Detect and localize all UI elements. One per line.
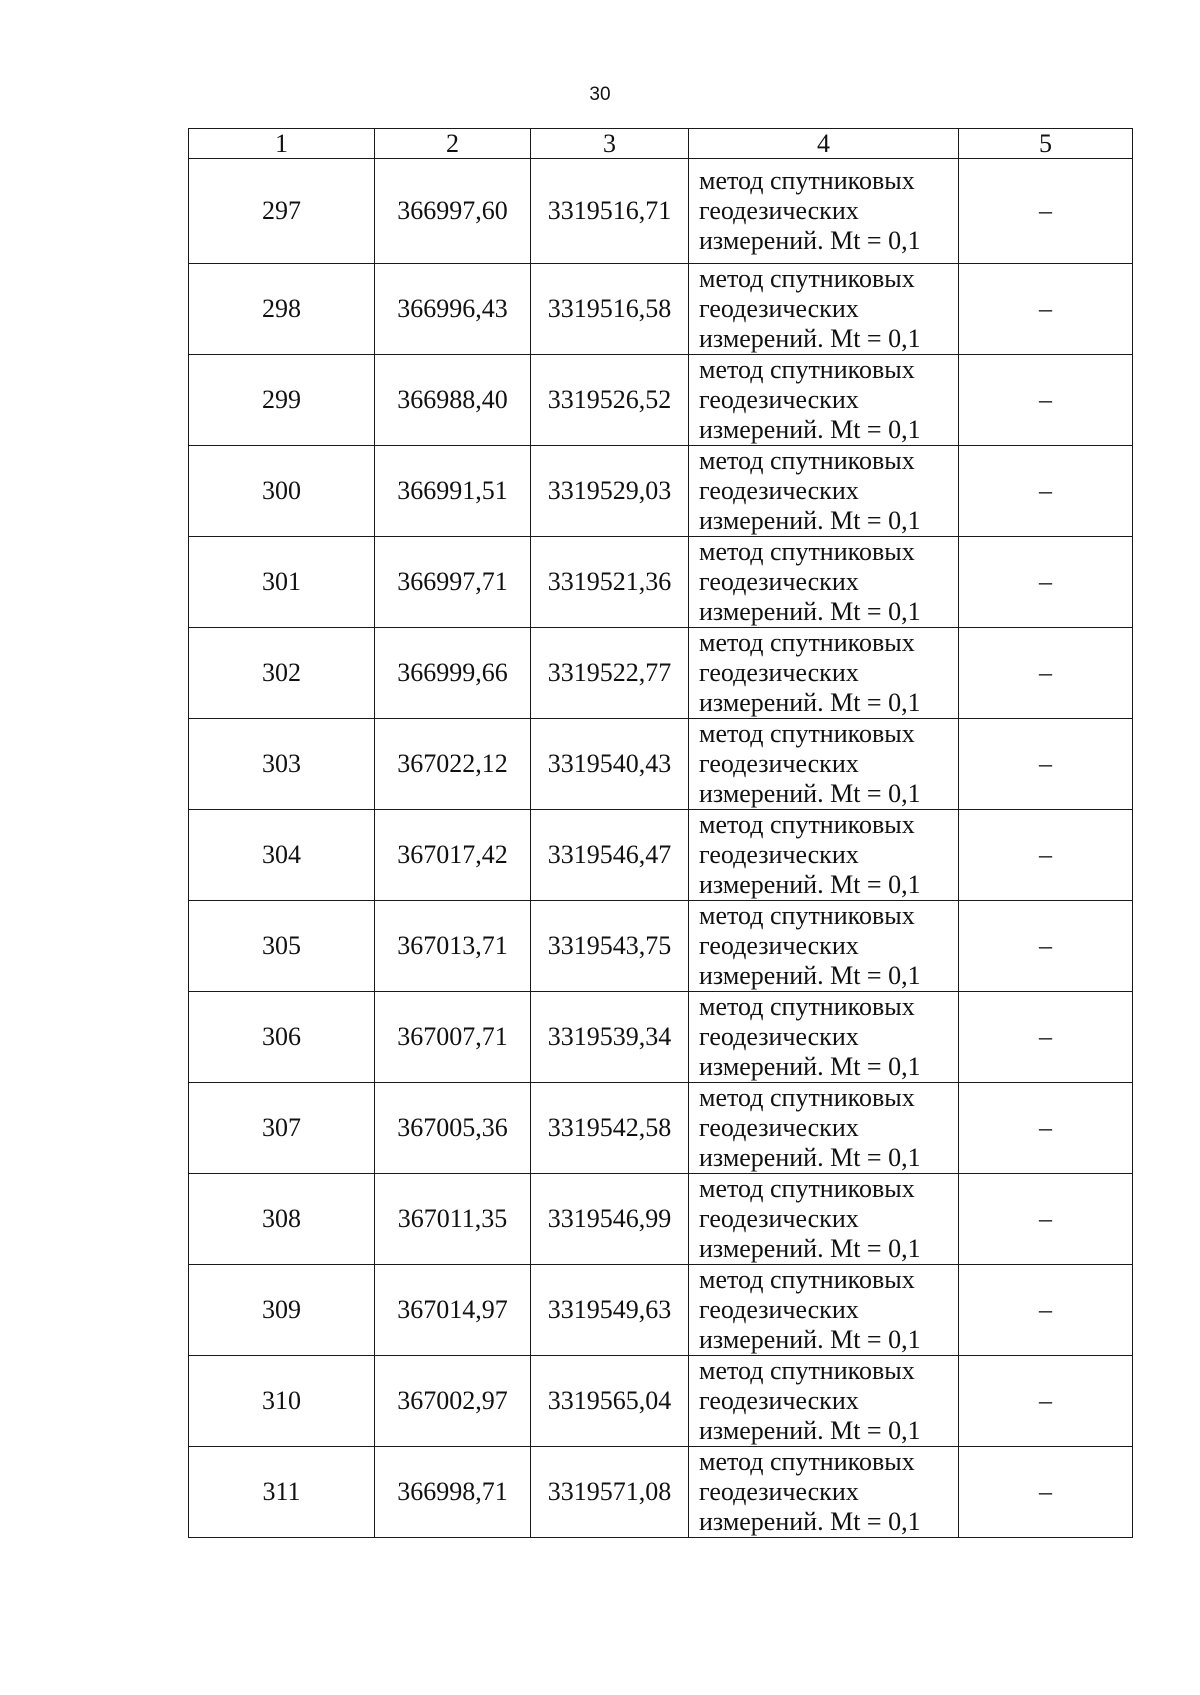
- measurement-method: [689, 1174, 959, 1265]
- coordinate-x: 366998,71: [375, 1447, 531, 1538]
- method-line: измерений. Mt = 0,1: [699, 226, 921, 255]
- notes-dash: –: [959, 1265, 1133, 1356]
- point-number: 303: [189, 719, 375, 810]
- point-number: 305: [189, 901, 375, 992]
- notes-dash: –: [959, 628, 1133, 719]
- method-line: геодезических: [699, 385, 859, 414]
- notes-dash: –: [959, 1447, 1133, 1538]
- point-number: 298: [189, 264, 375, 355]
- coordinate-x: 367014,97: [375, 1265, 531, 1356]
- method-line: метод спутниковых: [699, 537, 915, 566]
- table-row: [189, 264, 1133, 355]
- measurement-method: [689, 446, 959, 537]
- coordinate-x: 367007,71: [375, 992, 531, 1083]
- method-line: метод спутниковых: [699, 810, 915, 839]
- notes-dash: –: [959, 355, 1133, 446]
- point-number: 306: [189, 992, 375, 1083]
- table-row: [189, 901, 1133, 992]
- coordinate-y: 3319546,47: [531, 810, 689, 901]
- method-line: измерений. Mt = 0,1: [699, 870, 921, 899]
- point-number: 308: [189, 1174, 375, 1265]
- method-line: геодезических: [699, 840, 859, 869]
- method-line: измерений. Mt = 0,1: [699, 688, 921, 717]
- notes-dash: –: [959, 1356, 1133, 1447]
- coordinate-y: 3319543,75: [531, 901, 689, 992]
- coordinate-y: 3319571,08: [531, 1447, 689, 1538]
- method-line: метод спутниковых: [699, 1174, 915, 1203]
- method-line: геодезических: [699, 1022, 859, 1051]
- method-line: измерений. Mt = 0,1: [699, 415, 921, 444]
- notes-dash: –: [959, 1083, 1133, 1174]
- header-col-5: 5: [959, 129, 1133, 159]
- point-number: 310: [189, 1356, 375, 1447]
- header-col-1: 1: [189, 129, 375, 159]
- method-line: геодезических: [699, 567, 859, 596]
- method-line: измерений. Mt = 0,1: [699, 324, 921, 353]
- header-col-4: 4: [689, 129, 959, 159]
- table-row: [189, 1447, 1133, 1538]
- method-line: геодезических: [699, 1386, 859, 1415]
- table-row: [189, 355, 1133, 446]
- measurement-method: [689, 901, 959, 992]
- method-line: измерений. Mt = 0,1: [699, 961, 921, 990]
- point-number: 302: [189, 628, 375, 719]
- notes-dash: –: [959, 901, 1133, 992]
- coordinate-y: 3319526,52: [531, 355, 689, 446]
- header-col-3: 3: [531, 129, 689, 159]
- method-line: измерений. Mt = 0,1: [699, 1052, 921, 1081]
- notes-dash: –: [959, 446, 1133, 537]
- coordinate-x: 367005,36: [375, 1083, 531, 1174]
- measurement-method: [689, 992, 959, 1083]
- method-line: геодезических: [699, 749, 859, 778]
- measurement-method: [689, 355, 959, 446]
- table-body: [189, 159, 1133, 1538]
- measurement-method: [689, 537, 959, 628]
- table-row: [189, 719, 1133, 810]
- method-line: измерений. Mt = 0,1: [699, 1416, 921, 1445]
- method-line: измерений. Mt = 0,1: [699, 506, 921, 535]
- method-line: геодезических: [699, 931, 859, 960]
- method-line: метод спутниковых: [699, 166, 915, 195]
- coordinate-x: 366999,66: [375, 628, 531, 719]
- measurement-method: [689, 1356, 959, 1447]
- coordinates-table: [188, 128, 1133, 1538]
- method-line: геодезических: [699, 196, 859, 225]
- table-row: [189, 1356, 1133, 1447]
- point-number: 299: [189, 355, 375, 446]
- header-row: [189, 129, 1133, 159]
- point-number: 307: [189, 1083, 375, 1174]
- table-row: [189, 810, 1133, 901]
- method-line: метод спутниковых: [699, 901, 915, 930]
- table-row: [189, 159, 1133, 264]
- method-line: геодезических: [699, 476, 859, 505]
- coordinate-y: 3319516,71: [531, 159, 689, 264]
- method-line: метод спутниковых: [699, 1356, 915, 1385]
- point-number: 304: [189, 810, 375, 901]
- measurement-method: [689, 719, 959, 810]
- coordinate-x: 366996,43: [375, 264, 531, 355]
- method-line: метод спутниковых: [699, 992, 915, 1021]
- coordinate-x: 367022,12: [375, 719, 531, 810]
- method-line: измерений. Mt = 0,1: [699, 597, 921, 626]
- coordinate-y: 3319542,58: [531, 1083, 689, 1174]
- point-number: 311: [189, 1447, 375, 1538]
- point-number: 309: [189, 1265, 375, 1356]
- table-row: [189, 537, 1133, 628]
- coordinate-y: 3319539,34: [531, 992, 689, 1083]
- measurement-method: [689, 1265, 959, 1356]
- coordinate-y: 3319549,63: [531, 1265, 689, 1356]
- table-row: [189, 1174, 1133, 1265]
- coordinate-y: 3319565,04: [531, 1356, 689, 1447]
- method-line: геодезических: [699, 1204, 859, 1233]
- coordinate-x: 367002,97: [375, 1356, 531, 1447]
- coordinate-x: 366997,60: [375, 159, 531, 264]
- coordinate-x: 366988,40: [375, 355, 531, 446]
- notes-dash: –: [959, 810, 1133, 901]
- method-line: метод спутниковых: [699, 628, 915, 657]
- page-number: 30: [589, 84, 611, 105]
- coordinate-y: 3319546,99: [531, 1174, 689, 1265]
- method-line: геодезических: [699, 658, 859, 687]
- coordinate-y: 3319516,58: [531, 264, 689, 355]
- method-line: измерений. Mt = 0,1: [699, 1143, 921, 1172]
- method-line: измерений. Mt = 0,1: [699, 1507, 921, 1536]
- measurement-method: [689, 1083, 959, 1174]
- notes-dash: –: [959, 719, 1133, 810]
- table-row: [189, 992, 1133, 1083]
- coordinate-x: 367011,35: [375, 1174, 531, 1265]
- method-line: геодезических: [699, 1477, 859, 1506]
- notes-dash: –: [959, 159, 1133, 264]
- coordinate-x: 366997,71: [375, 537, 531, 628]
- method-line: измерений. Mt = 0,1: [699, 1325, 921, 1354]
- coordinate-y: 3319522,77: [531, 628, 689, 719]
- notes-dash: –: [959, 992, 1133, 1083]
- method-line: геодезических: [699, 1295, 859, 1324]
- coordinate-x: 367013,71: [375, 901, 531, 992]
- method-line: геодезических: [699, 294, 859, 323]
- table-row: [189, 446, 1133, 537]
- method-line: метод спутниковых: [699, 1265, 915, 1294]
- notes-dash: –: [959, 264, 1133, 355]
- coordinate-x: 367017,42: [375, 810, 531, 901]
- measurement-method: [689, 264, 959, 355]
- table-row: [189, 628, 1133, 719]
- point-number: 297: [189, 159, 375, 264]
- method-line: измерений. Mt = 0,1: [699, 779, 921, 808]
- coordinate-y: 3319540,43: [531, 719, 689, 810]
- method-line: метод спутниковых: [699, 719, 915, 748]
- method-line: метод спутниковых: [699, 446, 915, 475]
- method-line: метод спутниковых: [699, 264, 915, 293]
- measurement-method: [689, 159, 959, 264]
- method-line: метод спутниковых: [699, 1447, 915, 1476]
- method-line: измерений. Mt = 0,1: [699, 1234, 921, 1263]
- table-row: [189, 1265, 1133, 1356]
- coordinate-y: 3319529,03: [531, 446, 689, 537]
- coordinate-y: 3319521,36: [531, 537, 689, 628]
- measurement-method: [689, 810, 959, 901]
- point-number: 301: [189, 537, 375, 628]
- header-col-2: 2: [375, 129, 531, 159]
- method-line: метод спутниковых: [699, 1083, 915, 1112]
- point-number: 300: [189, 446, 375, 537]
- notes-dash: –: [959, 537, 1133, 628]
- measurement-method: [689, 1447, 959, 1538]
- method-line: метод спутниковых: [699, 355, 915, 384]
- measurement-method: [689, 628, 959, 719]
- table-row: [189, 1083, 1133, 1174]
- notes-dash: –: [959, 1174, 1133, 1265]
- coordinate-x: 366991,51: [375, 446, 531, 537]
- method-line: геодезических: [699, 1113, 859, 1142]
